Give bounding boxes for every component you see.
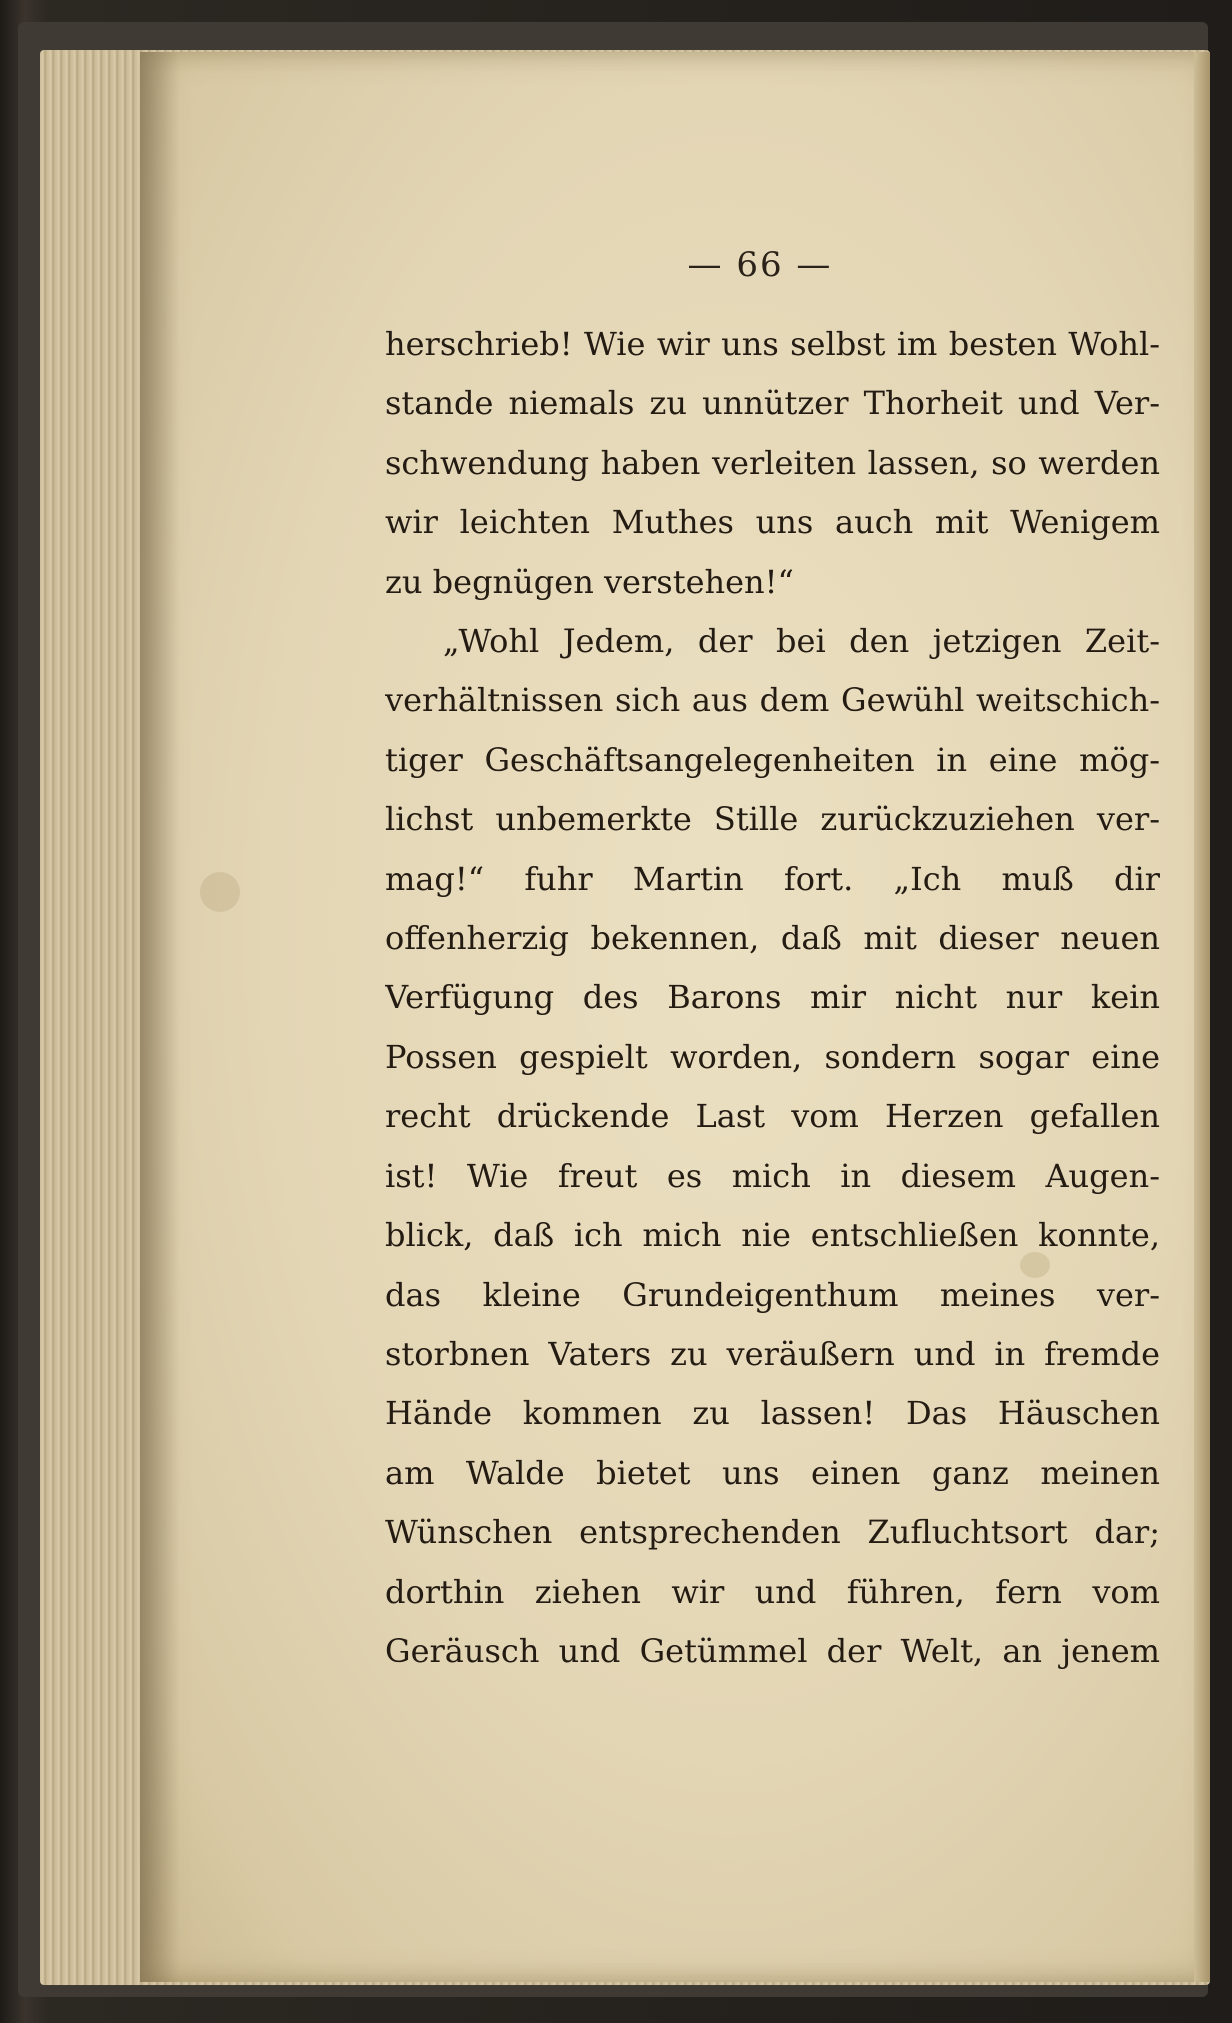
text-line: storbnen Vaters zu veräußern und in fremde <box>385 1334 1160 1373</box>
page-right-edge <box>1194 52 1210 1982</box>
text-line: tiger Geschäftsangelegenheiten in eine mög- <box>385 740 1160 779</box>
text-line: schwendung haben verleiten lassen, so werden <box>385 443 1160 482</box>
text-line: das kleine Grundeigenthum meines ver- <box>385 1275 1160 1314</box>
text-line: Hände kommen zu lassen! Das Häuschen <box>385 1394 1160 1433</box>
gutter-shadow <box>140 52 180 1982</box>
page-number: — 66 — <box>687 245 833 285</box>
text-line: Geräusch und Getümmel der Welt, an jenem <box>385 1631 1160 1670</box>
text-line: ist! Wie freut es mich in diesem Augen- <box>385 1156 1160 1195</box>
text-line: lichst unbemerkte Stille zurückzuziehen ver- <box>385 800 1160 839</box>
text-line: verhältnissen sich aus dem Gewühl weitschich- <box>385 681 1160 720</box>
text-line: Verfügung des Barons mir nicht nur kein <box>385 978 1160 1017</box>
text-line: wir leichten Muthes uns auch mit Wenigem <box>385 503 1160 542</box>
text-line: Possen gespielt worden, sondern sogar eine <box>385 1037 1160 1076</box>
text-line: offenherzig bekennen, daß mit dieser neuen <box>385 919 1160 958</box>
paper-stain <box>200 872 240 912</box>
body-text <box>385 315 1160 1681</box>
text-line: „Wohl Jedem, der bei den jetzigen Zeit- <box>443 622 1160 661</box>
text-line: dorthin ziehen wir und führen, fern vom <box>385 1572 1160 1611</box>
text-line: Wünschen entsprechenden Zufluchtsort dar; <box>385 1513 1160 1552</box>
text-line: herschrieb! Wie wir uns selbst im besten Wohl- <box>385 325 1160 363</box>
text-line: blick, daß ich mich nie entschließen konnte, <box>385 1216 1160 1255</box>
text-line: stande niemals zu unnützer Thorheit und Ver- <box>385 384 1160 423</box>
text-line: recht drückende Last vom Herzen gefallen <box>385 1097 1160 1136</box>
text-line: zu begnügen verstehen!“ <box>385 562 794 601</box>
text-line: mag!“ fuhr Martin fort. „Ich muß dir <box>385 859 1160 898</box>
text-line: am Walde bietet uns einen ganz meinen <box>385 1453 1160 1492</box>
